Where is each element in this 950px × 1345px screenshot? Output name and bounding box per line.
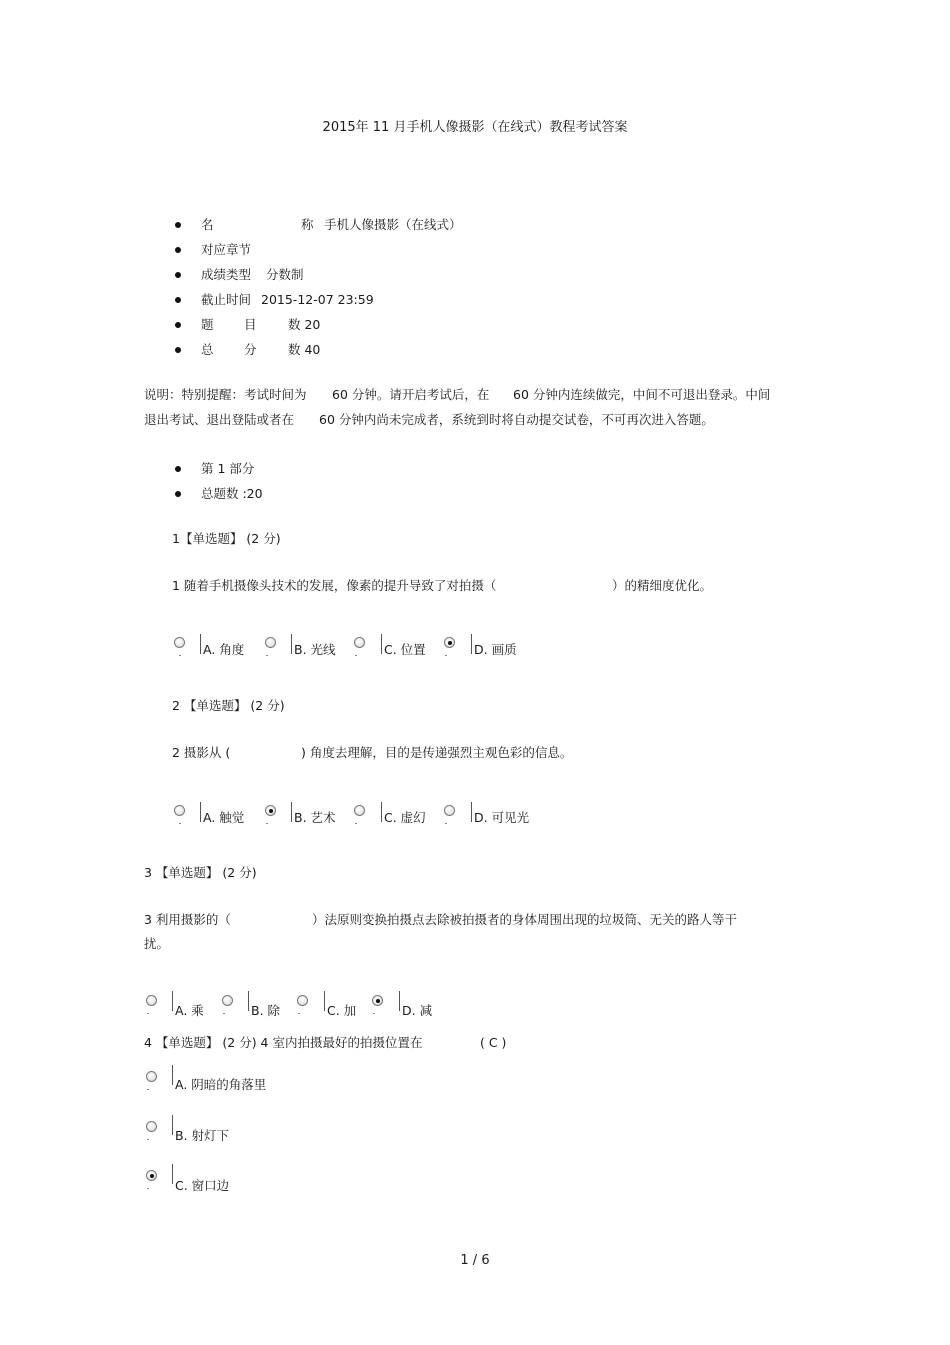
option-divider [248, 991, 249, 1011]
tick-mark [179, 823, 181, 824]
info-total-label-b: 分 [244, 342, 257, 357]
question-text-a: 1 随着手机摄像头技术的发展，像素的提升导致了对拍摄（ [172, 578, 497, 593]
info-total-value: 数 40 [288, 342, 321, 357]
bullet-icon [175, 347, 181, 353]
option-label[interactable]: A. 角度 [203, 642, 245, 657]
info-name-label-b: 称 [301, 217, 314, 232]
radio-button[interactable] [146, 1071, 157, 1082]
bullet-icon [175, 297, 181, 303]
info-name-value: 手机人像摄影（在线式） [324, 217, 462, 232]
bullet-icon [175, 322, 181, 328]
tick-mark [355, 823, 357, 824]
tick-mark [147, 1089, 149, 1090]
tick-mark [445, 823, 447, 824]
option-divider [172, 991, 173, 1011]
info-chapter-label: 对应章节 [201, 242, 252, 257]
bullet-icon [175, 272, 181, 278]
option-label[interactable]: A. 乘 [175, 1003, 204, 1018]
radio-button[interactable] [354, 637, 365, 648]
tick-mark [266, 823, 268, 824]
bullet-icon [175, 491, 181, 497]
question-text-b: ）的精细度优化。 [612, 578, 713, 593]
option-label[interactable]: B. 除 [251, 1003, 281, 1018]
option-label[interactable]: C. 窗口边 [175, 1178, 230, 1193]
info-deadline-label: 截止时间 [201, 292, 252, 307]
radio-button-selected[interactable] [444, 637, 455, 648]
option-divider [399, 991, 400, 1011]
tick-mark [179, 655, 181, 656]
option-divider [172, 1065, 173, 1085]
info-deadline-value: 2015-12-07 23:59 [261, 292, 374, 307]
radio-button[interactable] [354, 805, 365, 816]
option-label[interactable]: C. 虚幻 [384, 810, 426, 825]
tick-mark [373, 1013, 375, 1014]
radio-button[interactable] [174, 637, 185, 648]
section-total-questions: 总题数 :20 [201, 486, 263, 501]
tick-mark [266, 655, 268, 656]
question-text-b: ) 角度去理解，目的是传递强烈主观色彩的信息。 [301, 745, 573, 760]
option-divider [172, 1115, 173, 1135]
question-text-c: 扰。 [144, 936, 170, 951]
radio-button[interactable] [146, 1121, 157, 1132]
bullet-icon [175, 466, 181, 472]
question-answer: ( C ) [480, 1035, 507, 1050]
option-label[interactable]: B. 艺术 [294, 810, 336, 825]
notice-line1-b: 60 分钟。请开启考试后，在 [332, 387, 490, 402]
option-divider [471, 634, 472, 654]
info-count-label-a: 题 [201, 317, 214, 332]
info-name-label-a: 名 [201, 217, 214, 232]
option-divider [200, 634, 201, 654]
notice-line2-b: 60 分钟内尚未完成者，系统到时将自动提交试卷，不可再次进入答题。 [319, 412, 714, 427]
notice-line1-a: 说明：特别提醒：考试时间为 [144, 387, 307, 402]
option-label[interactable]: D. 可见光 [474, 810, 530, 825]
question-text-a: 2 摄影从 ( [172, 745, 231, 760]
radio-button[interactable] [146, 995, 157, 1006]
radio-button-selected[interactable] [372, 995, 383, 1006]
section-part: 第 1 部分 [201, 461, 255, 476]
radio-button-selected[interactable] [146, 1170, 157, 1181]
document-title: 2015年 11 月手机人像摄影（在线式）教程考试答案 [322, 120, 628, 135]
option-divider [471, 802, 472, 822]
option-divider [291, 802, 292, 822]
option-label[interactable]: D. 减 [402, 1003, 433, 1018]
tick-mark [147, 1139, 149, 1140]
page-number: 1 / 6 [460, 1253, 490, 1268]
radio-button[interactable] [444, 805, 455, 816]
radio-button[interactable] [174, 805, 185, 816]
notice-line2-a: 退出考试、退出登陆或者在 [144, 412, 295, 427]
tick-mark [445, 655, 447, 656]
radio-button[interactable] [265, 637, 276, 648]
notice-line1-c: 60 分钟内连续做完，中间不可退出登录。中间 [513, 387, 771, 402]
tick-mark [223, 1013, 225, 1014]
question-header: 3 【单选题】 (2 分) [144, 865, 257, 880]
option-divider [381, 802, 382, 822]
option-divider [172, 1164, 173, 1184]
radio-button-selected[interactable] [265, 805, 276, 816]
option-divider [200, 802, 201, 822]
option-label[interactable]: A. 触觉 [203, 810, 245, 825]
option-divider [291, 634, 292, 654]
tick-mark [147, 1188, 149, 1189]
option-label[interactable]: C. 加 [327, 1003, 357, 1018]
bullet-icon [175, 222, 181, 228]
option-label[interactable]: C. 位置 [384, 642, 426, 657]
radio-button[interactable] [297, 995, 308, 1006]
tick-mark [355, 655, 357, 656]
option-divider [324, 991, 325, 1011]
option-label[interactable]: B. 光线 [294, 642, 336, 657]
tick-mark [147, 1013, 149, 1014]
radio-button[interactable] [222, 995, 233, 1006]
question-text-b: ）法原则变换拍摄点去除被拍摄者的身体周围出现的垃圾筒、无关的路人等干 [312, 912, 738, 927]
option-divider [381, 634, 382, 654]
tick-mark [298, 1013, 300, 1014]
option-label[interactable]: A. 阴暗的角落里 [175, 1077, 267, 1092]
option-label[interactable]: D. 画质 [474, 642, 517, 657]
info-total-label-a: 总 [201, 342, 214, 357]
info-grade-type-label: 成绩类型 [201, 267, 252, 282]
info-count-label-b: 目 [244, 317, 257, 332]
question-header: 2 【单选题】 (2 分) [172, 698, 285, 713]
bullet-icon [175, 247, 181, 253]
info-count-value: 数 20 [288, 317, 321, 332]
question-text-a: 3 利用摄影的（ [144, 912, 231, 927]
option-label[interactable]: B. 射灯下 [175, 1128, 230, 1143]
question-header: 1【单选题】 (2 分) [172, 531, 281, 546]
info-grade-type-value: 分数制 [266, 267, 304, 282]
question-header: 4 【单选题】 (2 分) 4 室内拍摄最好的拍摄位置在 [144, 1035, 423, 1050]
